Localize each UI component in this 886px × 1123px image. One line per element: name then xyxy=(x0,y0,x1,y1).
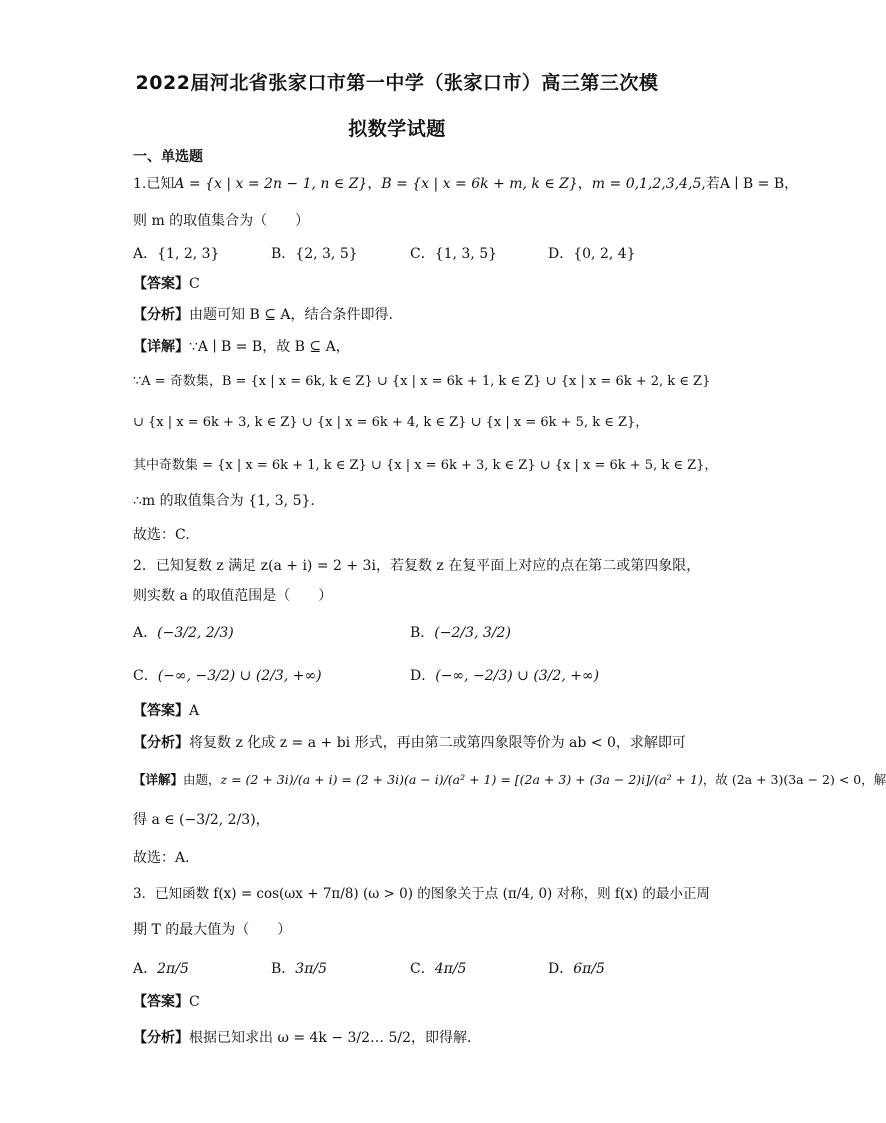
q2-detail-1: 【详解】由题，z = (2 + 3i)/(a + i) = (2 + 3i)(a − i)/(a² + 1) = [(2a + 3) + (3a − 2)i]/(a² + 1)，故 (2a + 3)(3a − 2) < 0，解 xyxy=(133,772,886,787)
q3-option-c: C．4π/5 xyxy=(410,961,467,977)
q1-option-b: B．{2, 3, 5} xyxy=(271,246,358,262)
q1-m-range: m = 0,1,2,3,4,5 xyxy=(591,176,702,192)
q1-sep-2: ， xyxy=(577,176,592,192)
q3-option-b: B．3π/5 xyxy=(271,961,328,977)
q1-option-a: A．{1, 2, 3} xyxy=(133,246,220,262)
q2-answer: 【答案】A xyxy=(133,703,200,719)
q1-answer: 【答案】C xyxy=(133,276,200,292)
q1-stem xyxy=(133,174,799,194)
q3-answer: 【答案】C xyxy=(133,994,200,1010)
q2-stem: 2．已知复数 z 满足 z(a + i) = 2 + 3i，若复数 z 在复平面上对应的点在第二或第四象限， xyxy=(133,558,701,574)
q1-option-c: C．{1, 3, 5} xyxy=(410,246,498,262)
q2-option-b: B．(−2/3, 3/2) xyxy=(410,625,511,641)
q1-set-a: A = {x | x = 2n − 1, n ∈ Z} xyxy=(174,176,368,192)
q1-detail-4: 其中奇数集 = {x | x = 6k + 1, k ∈ Z} ∪ {x | x = 6k + 3, k ∈ Z} ∪ {x | x = 6k + 5, k ∈ Z}， xyxy=(133,458,718,473)
q1-sep-1: ， xyxy=(367,176,382,192)
q2-detail-2: 得 a ∈ (−3/2, 2/3)， xyxy=(133,812,270,828)
q1-stem-prefix: 1.已知 xyxy=(133,176,175,192)
q1-detail-5: ∴m 的取值集合为 {1, 3, 5}. xyxy=(133,493,315,509)
q3-option-a: A．2π/5 xyxy=(133,961,189,977)
q1-condition: ,若A ∣ B = B， xyxy=(701,176,799,192)
q1-option-d: D．{0, 2, 4} xyxy=(548,246,636,262)
q2-option-a: A．(−3/2, 2/3) xyxy=(133,625,234,641)
q3-analysis: 【分析】根据已知求出 ω = 4k − 3/2… 5/2，即得解. xyxy=(133,1030,472,1046)
q1-stem-question: 则 m 的取值集合为（ ） xyxy=(133,213,310,229)
q1-analysis: 【分析】由题可知 B ⊆ A，结合条件即得. xyxy=(133,307,393,323)
q2-analysis: 【分析】将复数 z 化成 z = a + bi 形式，再由第二或第四象限等价为 ab < 0，求解即可 xyxy=(133,735,686,751)
q1-detail-2: ∵A = 奇数集，B = {x | x = 6k, k ∈ Z} ∪ {x | x = 6k + 1, k ∈ Z} ∪ {x | x = 6k + 2, k ∈ Z} xyxy=(133,374,711,389)
document-title-line-2: 拟数学试题 xyxy=(348,118,446,140)
q1-detail-1: 【详解】∵A ∣ B = B，故 B ⊆ A， xyxy=(133,339,350,355)
q3-option-d: D．6π/5 xyxy=(548,961,605,977)
q2-choose: 故选：A. xyxy=(133,850,190,866)
section-heading: 一、单选题 xyxy=(133,149,203,165)
q1-detail-3: ∪ {x | x = 6k + 3, k ∈ Z} ∪ {x | x = 6k + 4, k ∈ Z} ∪ {x | x = 6k + 5, k ∈ Z}， xyxy=(133,415,649,430)
q3-stem: 3．已知函数 f(x) = cos(ωx + 7π/8) (ω > 0) 的图象关于点 (π/4, 0) 对称，则 f(x) 的最小正周 xyxy=(133,886,710,902)
q2-option-c: C．(−∞, −3/2) ∪ (2/3, +∞) xyxy=(133,668,322,684)
document-title-line-1: 2022届河北省张家口市第一中学（张家口市）高三第三次模 xyxy=(135,72,659,94)
q1-set-b: B = {x | x = 6k + m, k ∈ Z} xyxy=(381,176,578,192)
q3-stem-question: 期 T 的最大值为（ ） xyxy=(133,922,292,938)
q2-stem-question: 则实数 a 的取值范围是（ ） xyxy=(133,588,333,604)
q1-choose: 故选：C. xyxy=(133,527,190,543)
q2-option-d: D．(−∞, −2/3) ∪ (3/2, +∞) xyxy=(410,668,600,684)
